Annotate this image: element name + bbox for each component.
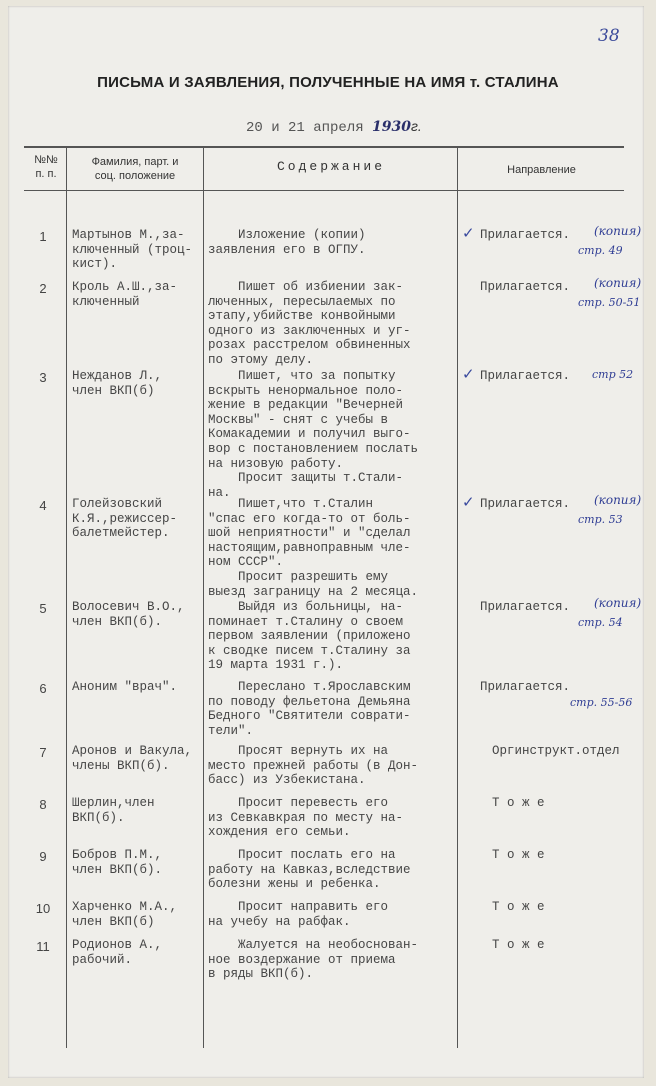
row-direction: Т о ж е bbox=[492, 900, 545, 914]
check-mark-icon: ✓ bbox=[462, 365, 475, 383]
row-person: Бобров П.М., член ВКП(б). bbox=[72, 848, 163, 877]
check-mark-icon: ✓ bbox=[462, 493, 475, 511]
table-top-rule bbox=[24, 146, 624, 148]
row-number: 7 bbox=[39, 745, 47, 760]
column-divider-3 bbox=[457, 148, 458, 1048]
handwritten-note: (копия) bbox=[594, 224, 642, 238]
row-content: Пишет об избиении зак- люченных, пересылаемых по этапу,убийстве конвойными одного из заключенных и уг- розах расстрелом обвиненных по этому делу. bbox=[208, 280, 411, 367]
row-direction: Прилагается. bbox=[480, 497, 571, 511]
row-person: Родионов А., рабочий. bbox=[72, 938, 163, 967]
column-divider-2 bbox=[203, 148, 204, 1048]
row-person: Аноним "врач". bbox=[72, 680, 178, 694]
date-suffix: г. bbox=[411, 118, 422, 134]
row-direction: Прилагается. bbox=[480, 228, 571, 242]
row-direction: Т о ж е bbox=[492, 938, 545, 952]
row-number: 11 bbox=[36, 939, 50, 954]
row-content: Изложение (копии) заявления его в ОГПУ. bbox=[208, 228, 366, 257]
handwritten-note: (копия) bbox=[594, 276, 642, 290]
row-content: Переслано т.Ярославским по поводу фельетона Демьяна Бедного "Святители соврати- тели". bbox=[208, 680, 411, 738]
row-direction: Оргинструкт.отдел bbox=[492, 744, 620, 758]
row-direction: Т о ж е bbox=[492, 796, 545, 810]
row-person: Кроль А.Ш.,за- ключенный bbox=[72, 280, 178, 309]
row-person: Голейзовский К.Я.,режиссер- балетмейстер. bbox=[72, 497, 178, 541]
row-content: Выйдя из больницы, на- поминает т.Сталину о своем первом заявлении (приложено к сводке писем т.Сталину за 19 марта 1931 г.). bbox=[208, 600, 411, 673]
header-content: Содержание bbox=[276, 159, 385, 174]
document-date bbox=[246, 118, 422, 136]
row-number: 10 bbox=[35, 901, 51, 916]
date-handwritten-year: 1930 bbox=[372, 119, 411, 135]
row-person: Харченко М.А., член ВКП(б) bbox=[72, 900, 178, 929]
row-person: Волосевич В.О., член ВКП(б). bbox=[72, 600, 185, 629]
row-person: Аронов и Вакула, члены ВКП(б). bbox=[72, 744, 193, 773]
row-content: Просит послать его на работу на Кавказ,вследствие болезни жены и ребенка. bbox=[208, 848, 411, 892]
header-direction: Направление bbox=[507, 164, 576, 176]
row-number: 6 bbox=[39, 681, 47, 696]
header-num: №№ п. п. bbox=[34, 154, 58, 180]
row-number: 1 bbox=[39, 229, 47, 244]
handwritten-page-ref: стр. 53 bbox=[578, 513, 623, 526]
handwritten-note: (копия) bbox=[594, 493, 642, 507]
row-person: Нежданов Л., член ВКП(б) bbox=[72, 369, 163, 398]
row-number: 5 bbox=[39, 601, 47, 616]
row-direction: Прилагается. bbox=[480, 280, 571, 294]
header-person: Фамилия, парт. и соц. положение bbox=[91, 156, 179, 182]
handwritten-page-ref: стр. 49 bbox=[578, 244, 623, 257]
row-person: Мартынов М.,за- ключенный (троц- кист). bbox=[72, 228, 193, 272]
row-content: Жалуется на необоснован- ное воздержание от приема в ряды ВКП(б). bbox=[208, 938, 419, 982]
handwritten-note: (копия) bbox=[594, 596, 642, 610]
handwritten-page-ref: стр 52 bbox=[592, 368, 634, 381]
row-person: Шерлин,член ВКП(б). bbox=[72, 796, 155, 825]
row-number: 2 bbox=[39, 281, 47, 296]
row-content: Просит направить его на учебу на рабфак. bbox=[208, 900, 389, 929]
row-direction: Прилагается. bbox=[480, 680, 571, 694]
date-typed: 20 и 21 апреля bbox=[246, 120, 364, 136]
check-mark-icon: ✓ bbox=[462, 224, 475, 242]
column-divider-1 bbox=[66, 148, 67, 1048]
handwritten-page-ref: стр. 55-56 bbox=[570, 696, 633, 709]
row-direction: Прилагается. bbox=[480, 369, 571, 383]
row-number: 4 bbox=[39, 498, 47, 513]
row-content: Пишет, что за попытку вскрыть ненормальное поло- жение в редакции "Вечерней Москвы" - снят с учебы в Комакадемии и получил выго- вор с постановлением послать на низовую работу. Просит защиты т.Стали- на. bbox=[208, 369, 419, 500]
page-number: 38 bbox=[598, 26, 620, 46]
row-number: 9 bbox=[39, 849, 47, 864]
table-header-rule bbox=[24, 190, 624, 191]
row-content: Просит перевесть его из Севкавкрая по месту на- хождения его семьи. bbox=[208, 796, 404, 840]
row-number: 8 bbox=[39, 797, 47, 812]
document-title: ПИСЬМА И ЗАЯВЛЕНИЯ, ПОЛУЧЕННЫЕ НА ИМЯ т. СТАЛИНА bbox=[97, 74, 559, 91]
row-content: Просят вернуть их на место прежней работы (в Дон- басс) из Узбекистана. bbox=[208, 744, 419, 788]
handwritten-page-ref: стр. 50-51 bbox=[578, 296, 641, 309]
row-direction: Прилагается. bbox=[480, 600, 571, 614]
row-content: Пишет,что т.Сталин "спас его когда-то от боль- шой неприятности" и "сделал настоящим,равноправным чле- ном СССР". Просит разрешить ему выезд заграницу на 2 месяца. bbox=[208, 497, 419, 599]
row-direction: Т о ж е bbox=[492, 848, 545, 862]
row-number: 3 bbox=[39, 370, 47, 385]
handwritten-page-ref: стр. 54 bbox=[578, 616, 623, 629]
